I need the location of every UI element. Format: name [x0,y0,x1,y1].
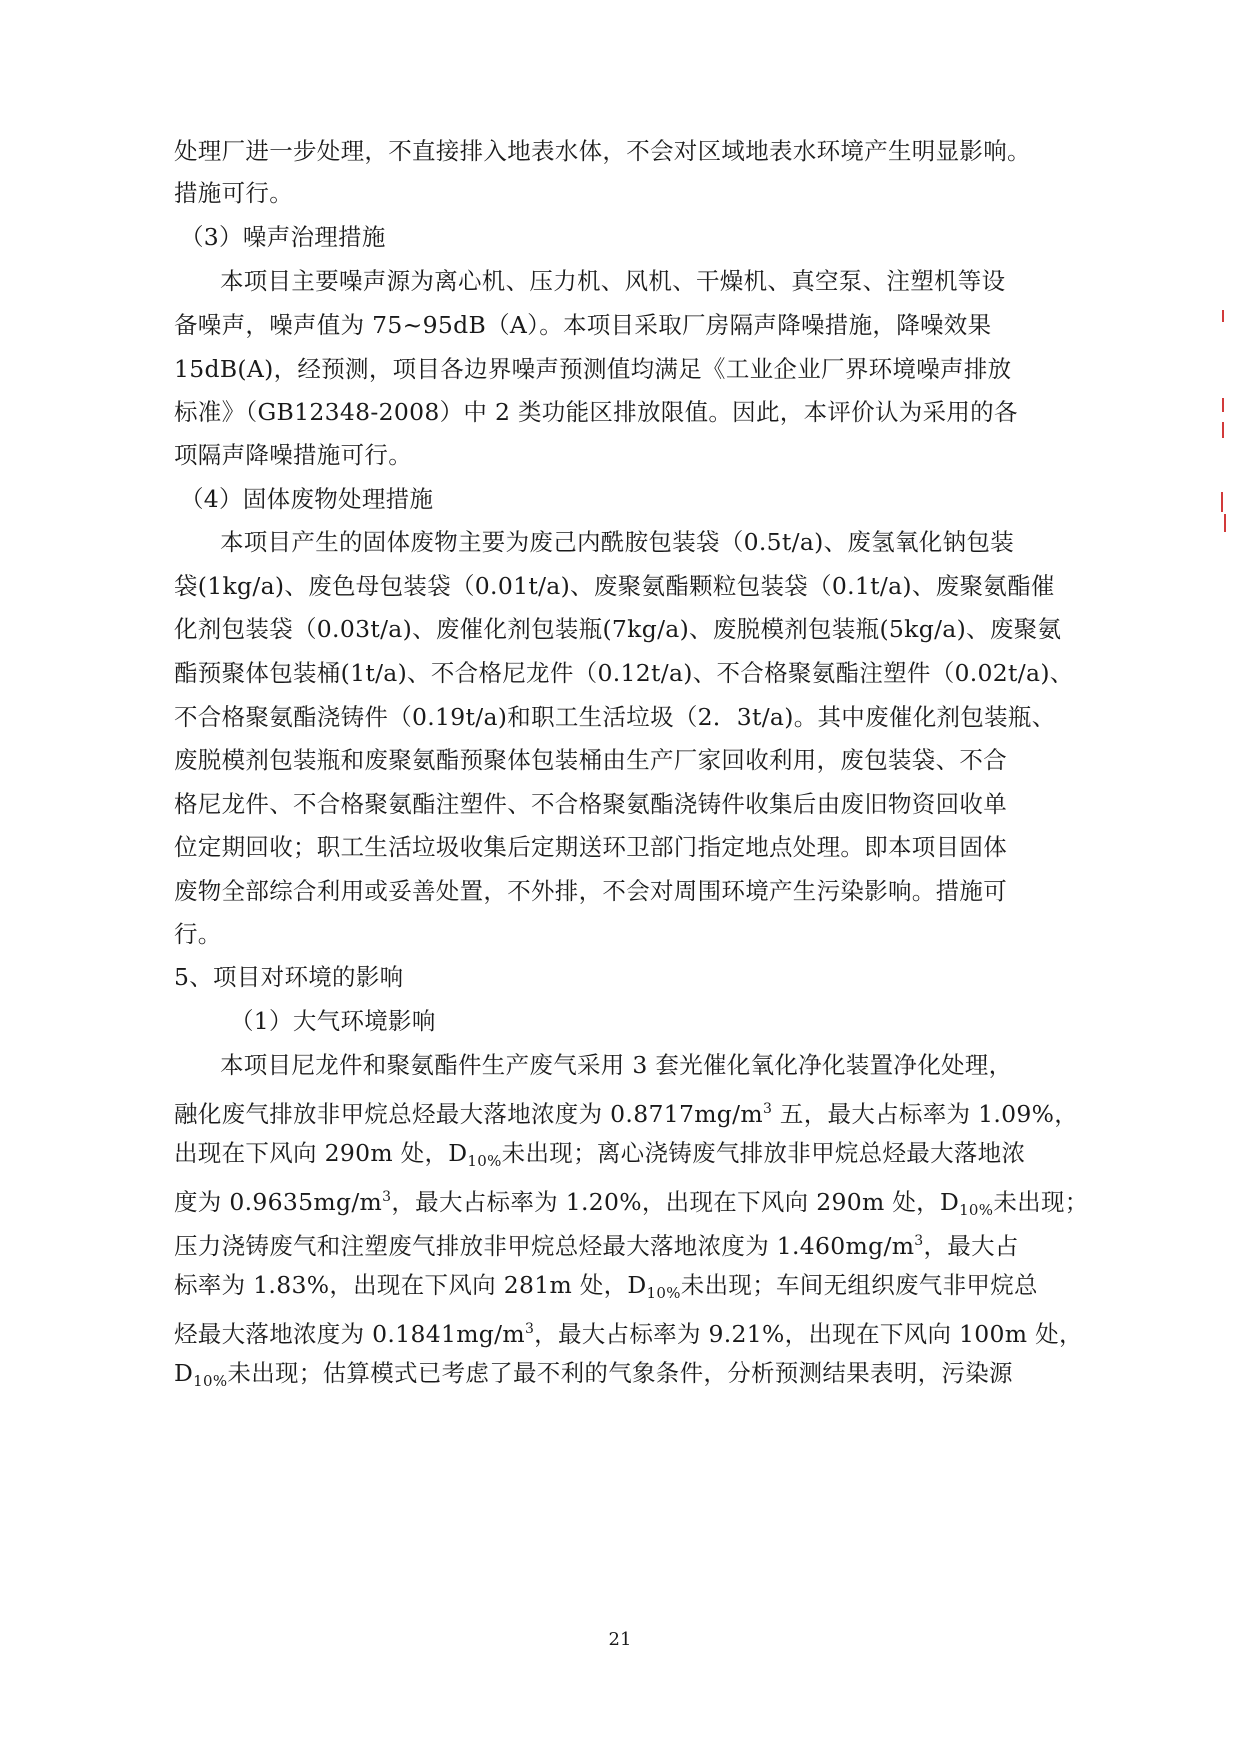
superscript: 3 [382,1189,392,1205]
margin-seal-mark [1222,398,1224,412]
section-heading-air: （1）大气环境影响 [230,1007,436,1035]
subscript: 10% [193,1372,228,1390]
text-line: 行。 [174,920,222,948]
subscript: 10% [646,1284,681,1302]
text-line: 本项目产生的固体废物主要为废己内酰胺包装袋（0.5t/a)、废氢氧化钠包装 [220,528,1015,556]
text-line: 处理厂进一步处理，不直接排入地表水体，不会对区域地表水环境产生明显影响。 [174,137,1031,165]
text-run: ，最大占标率为 9.21%，出现在下风向 100m 处， [534,1320,1083,1348]
text-line: 酯预聚体包装桶(1t/a)、不合格尼龙件（0.12t/a)、不合格聚氨酯注塑件（0.02t/a)、 [174,659,1074,687]
text-line: 15dB(A)，经预测，项目各边界噪声预测值均满足《工业企业厂界环境噪声排放 [174,355,1012,383]
text-run: ，最大占标率为 1.20%，出现在下风向 290m 处，D [391,1188,960,1216]
text-line: 袋(1kg/a)、废色母包装袋（0.01t/a)、废聚氨酯颗粒包装袋（0.1t/a)、废聚氨酯催 [174,572,1055,600]
text-line: 废物全部综合利用或妥善处置，不外排，不会对周围环境产生污染影响。措施可 [174,877,1007,905]
text-line [174,1226,1044,1261]
page-number: 21 [608,1629,632,1650]
margin-seal-mark [1224,514,1226,532]
text-line [174,1270,1044,1308]
text-line [174,1314,1083,1349]
text-line [174,1138,1044,1176]
text-run: 未出现；车间无组织废气非甲烷总 [680,1271,1038,1299]
text-line: 废脱模剂包装瓶和废聚氨酯预聚体包装桶由生产厂家回收利用，废包装袋、不合 [174,746,1007,774]
text-line: 措施可行。 [174,179,293,207]
text-run: 融化废气排放非甲烷总烃最大落地浓度为 0.8717mg/m [174,1100,763,1128]
text-line [174,1182,1089,1225]
text-run: 未出现；估算模式已考虑了最不利的气象条件，分析预测结果表明，污染源 [227,1359,1013,1387]
text-run: 压力浇铸废气和注塑废气排放非甲烷总烃最大落地浓度为 1.460mg/m [174,1232,915,1260]
margin-seal-mark [1222,310,1224,322]
text-run: 出现在下风向 290m 处，D [174,1139,468,1167]
superscript: 3 [524,1321,535,1337]
text-run: 未出现； [993,1188,1089,1216]
subscript: 10% [959,1201,994,1219]
text-line: 格尼龙件、不合格聚氨酯注塑件、不合格聚氨酯浇铸件收集后由废旧物资回收单 [174,790,1007,818]
text-run: 五，最大占标率为 1.09%， [772,1100,1079,1128]
text-line: 不合格聚氨酯浇铸件（0.19t/a)和职工生活垃圾（2．3t/a)。其中废催化剂包装瓶、 [174,703,1056,731]
superscript: 3 [914,1233,924,1249]
subscript: 10% [467,1152,502,1170]
section-heading-noise: （3）噪声治理措施 [180,223,386,251]
section-heading-environment-impact: 5、项目对环境的影响 [174,963,404,991]
text-line: 本项目主要噪声源为离心机、压力机、风机、干燥机、真空泵、注塑机等设 [220,267,1006,295]
section-heading-solid-waste: （4）固体废物处理措施 [180,485,434,513]
text-line: 位定期回收；职工生活垃圾收集后定期送环卫部门指定地点处理。即本项目固体 [174,833,1007,861]
text-run: D [174,1359,194,1387]
text-run: 度为 0.9635mg/m [174,1188,383,1216]
text-line [174,1358,1044,1396]
text-line [174,1094,1079,1129]
text-run: ，最大占 [923,1232,1019,1260]
text-line: 备噪声，噪声值为 75~95dB（A）。本项目采取厂房隔声降噪措施，降噪效果 [174,311,992,339]
text-line: 化剂包装袋（0.03t/a)、废催化剂包装瓶(7kg/a)、废脱模剂包装瓶(5kg/a)、废聚氨 [174,615,1062,643]
text-run: 标率为 1.83%，出现在下风向 281m 处，D [174,1271,647,1299]
text-run: 未出现；离心浇铸废气排放非甲烷总烃最大落地浓 [501,1139,1026,1167]
margin-seal-mark [1222,422,1224,438]
text-line: 项隔声降噪措施可行。 [174,441,412,469]
margin-seal-mark [1221,492,1223,512]
text-run: 烃最大落地浓度为 0.1841mg/m [174,1320,525,1348]
text-line: 本项目尼龙件和聚氨酯件生产废气采用 3 套光催化氧化净化装置净化处理， [220,1051,1013,1079]
text-line: 标准》（GB12348-2008）中 2 类功能区排放限值。因此，本评价认为采用的各 [174,398,1018,426]
superscript: 3 [762,1101,773,1117]
